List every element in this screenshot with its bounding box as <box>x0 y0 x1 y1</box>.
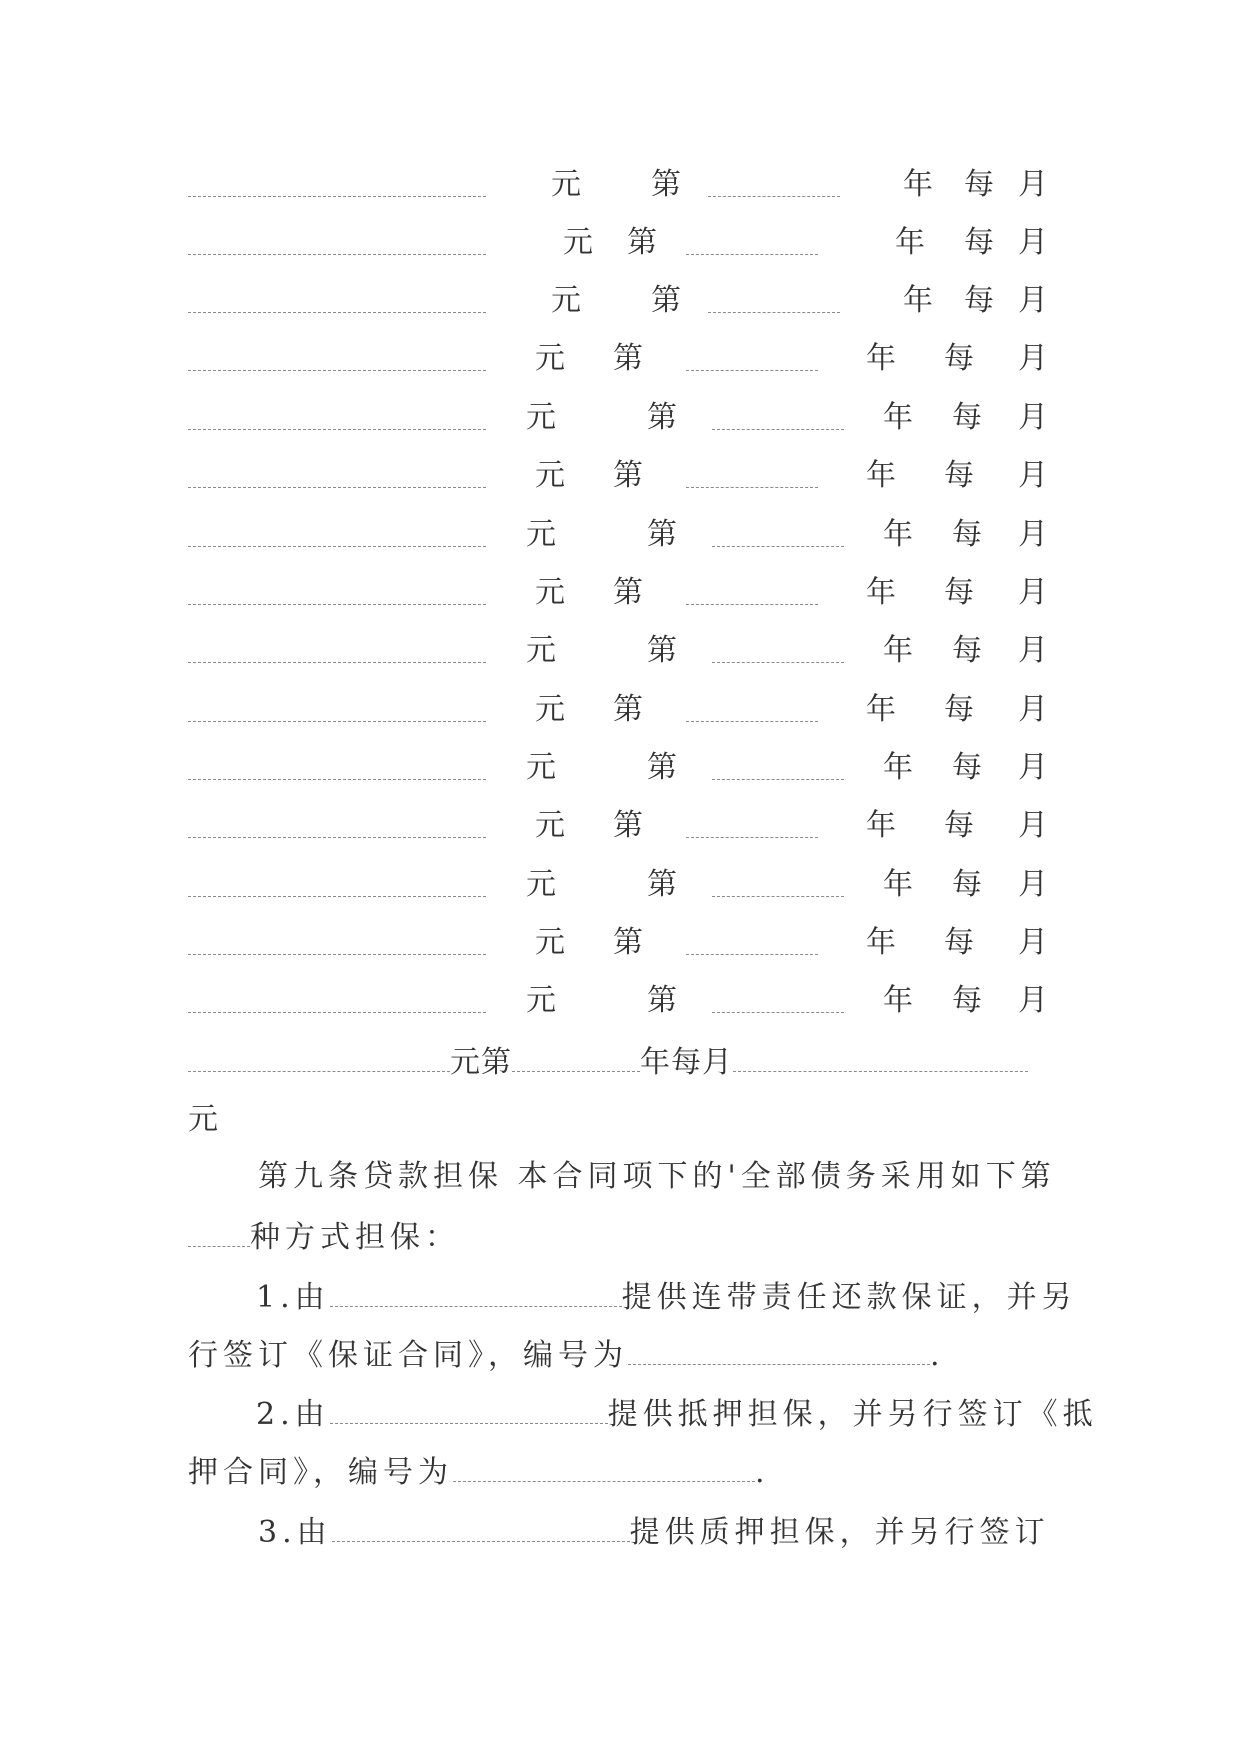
year-label: 年 <box>866 458 896 493</box>
month-label: 月 <box>1018 750 1048 785</box>
each-label: 每 <box>964 225 994 260</box>
year-label: 年 <box>883 400 913 435</box>
monthly-amount-blank[interactable] <box>733 1045 1028 1072</box>
nth-label: 第 <box>627 225 657 260</box>
item2-end: . <box>755 1455 770 1490</box>
year-blank[interactable] <box>686 837 818 838</box>
amount-blank[interactable] <box>188 196 486 197</box>
final-row-unit-nth: 元第 <box>450 1045 512 1080</box>
item3-prefix: 3.由 <box>258 1515 332 1550</box>
nth-label: 第 <box>651 283 681 318</box>
item1-line1 <box>256 1280 1077 1313</box>
unit-label: 元 <box>526 633 556 668</box>
final-row-year-month: 年每月 <box>640 1045 733 1080</box>
amount-blank[interactable] <box>188 1045 450 1072</box>
item1-line2 <box>188 1338 945 1371</box>
month-label: 月 <box>1018 167 1048 202</box>
each-label: 每 <box>944 692 974 727</box>
unit-label: 元 <box>526 750 556 785</box>
each-label: 每 <box>944 341 974 376</box>
year-blank[interactable] <box>686 370 818 371</box>
each-label: 每 <box>952 750 982 785</box>
guarantor-blank[interactable] <box>330 1280 622 1307</box>
unit-label: 元 <box>526 983 556 1018</box>
year-blank[interactable] <box>686 487 818 488</box>
each-label: 每 <box>952 400 982 435</box>
each-label: 每 <box>944 808 974 843</box>
month-label: 月 <box>1018 983 1048 1018</box>
month-label: 月 <box>1018 517 1048 552</box>
amount-blank[interactable] <box>188 487 486 488</box>
article9-heading-cont-text: 种方式担保： <box>250 1220 460 1255</box>
year-label: 年 <box>883 750 913 785</box>
each-label: 每 <box>952 983 982 1018</box>
item3-mid: 提供质押担保，并另行签订 <box>629 1515 1050 1550</box>
month-label: 月 <box>1018 400 1048 435</box>
unit-label: 元 <box>563 225 593 260</box>
each-label: 每 <box>944 575 974 610</box>
each-label: 每 <box>964 283 994 318</box>
nth-label: 第 <box>613 692 643 727</box>
unit-label: 元 <box>535 692 565 727</box>
month-label: 月 <box>1018 808 1048 843</box>
nth-label: 第 <box>613 341 643 376</box>
nth-label: 第 <box>613 575 643 610</box>
guarantee-contract-number-blank[interactable] <box>628 1338 930 1365</box>
each-label: 每 <box>952 633 982 668</box>
amount-blank[interactable] <box>188 1012 486 1013</box>
unit-label: 元 <box>526 400 556 435</box>
amount-blank[interactable] <box>188 604 486 605</box>
unit-label: 元 <box>535 341 565 376</box>
unit-label: 元 <box>535 925 565 960</box>
year-label: 年 <box>883 983 913 1018</box>
item3-line1 <box>258 1515 1050 1548</box>
amount-blank[interactable] <box>188 662 486 663</box>
year-label: 年 <box>866 925 896 960</box>
month-label: 月 <box>1018 283 1048 318</box>
year-blank[interactable] <box>712 1012 844 1013</box>
article9-heading: 第九条贷款担保 本合同项下的'全部债务采用如下第 <box>258 1159 1056 1194</box>
amount-blank[interactable] <box>188 312 486 313</box>
year-blank[interactable] <box>712 779 844 780</box>
amount-blank[interactable] <box>188 954 486 955</box>
item1-end: . <box>930 1338 945 1373</box>
item2-line1 <box>256 1397 1098 1430</box>
year-label: 年 <box>903 283 933 318</box>
month-label: 月 <box>1018 341 1048 376</box>
year-label: 年 <box>866 808 896 843</box>
year-label: 年 <box>866 341 896 376</box>
year-label: 年 <box>866 692 896 727</box>
nth-label: 第 <box>613 808 643 843</box>
year-blank[interactable] <box>708 312 840 313</box>
item2-line2 <box>188 1455 770 1488</box>
article9-heading-cont <box>188 1220 460 1253</box>
unit-label: 元 <box>551 167 581 202</box>
amount-blank[interactable] <box>188 721 486 722</box>
unit-label: 元 <box>535 808 565 843</box>
year-label: 年 <box>883 633 913 668</box>
month-label: 月 <box>1018 925 1048 960</box>
amount-blank[interactable] <box>188 779 486 780</box>
unit-label: 元 <box>526 517 556 552</box>
amount-blank[interactable] <box>188 546 486 547</box>
each-label: 每 <box>944 458 974 493</box>
year-blank[interactable] <box>512 1045 640 1072</box>
unit-label: 元 <box>551 283 581 318</box>
year-blank[interactable] <box>686 254 818 255</box>
final-row-tail: 元 <box>188 1102 223 1137</box>
amount-blank[interactable] <box>188 837 486 838</box>
nth-label: 第 <box>613 925 643 960</box>
month-label: 月 <box>1018 225 1048 260</box>
year-blank[interactable] <box>712 429 844 430</box>
year-label: 年 <box>903 167 933 202</box>
item2-prefix: 2.由 <box>256 1397 330 1432</box>
nth-label: 第 <box>613 458 643 493</box>
nth-label: 第 <box>651 167 681 202</box>
item2-mid: 提供抵押担保，并另行签订《抵 <box>607 1397 1098 1432</box>
year-label: 年 <box>866 575 896 610</box>
year-blank[interactable] <box>712 546 844 547</box>
nth-label: 第 <box>647 400 677 435</box>
year-blank[interactable] <box>708 196 840 197</box>
guarantee-method-blank[interactable] <box>188 1220 250 1247</box>
year-blank[interactable] <box>712 662 844 663</box>
item2-line2-text: 押合同》，编号为 <box>188 1455 453 1490</box>
unit-label: 元 <box>535 458 565 493</box>
nth-label: 第 <box>647 867 677 902</box>
month-label: 月 <box>1018 867 1048 902</box>
year-label: 年 <box>883 517 913 552</box>
each-label: 每 <box>952 867 982 902</box>
schedule-final-row <box>188 1045 1028 1078</box>
nth-label: 第 <box>647 633 677 668</box>
year-blank[interactable] <box>686 721 818 722</box>
unit-label: 元 <box>535 575 565 610</box>
amount-blank[interactable] <box>188 254 486 255</box>
month-label: 月 <box>1018 575 1048 610</box>
nth-label: 第 <box>647 750 677 785</box>
month-label: 月 <box>1018 633 1048 668</box>
nth-label: 第 <box>647 983 677 1018</box>
pledgor-blank[interactable] <box>332 1515 630 1542</box>
amount-blank[interactable] <box>188 370 486 371</box>
item1-mid: 提供连带责任还款保证，并另 <box>621 1280 1077 1315</box>
nth-label: 第 <box>647 517 677 552</box>
year-blank[interactable] <box>686 954 818 955</box>
each-label: 每 <box>952 517 982 552</box>
item1-prefix: 1.由 <box>256 1280 330 1315</box>
unit-label: 元 <box>526 867 556 902</box>
mortgage-contract-number-blank[interactable] <box>453 1455 755 1482</box>
year-blank[interactable] <box>712 896 844 897</box>
mortgagor-blank[interactable] <box>330 1397 608 1424</box>
item1-line2-text: 行签订《保证合同》，编号为 <box>188 1338 628 1373</box>
amount-blank[interactable] <box>188 896 486 897</box>
year-label: 年 <box>895 225 925 260</box>
month-label: 月 <box>1018 692 1048 727</box>
year-blank[interactable] <box>686 604 818 605</box>
month-label: 月 <box>1018 458 1048 493</box>
amount-blank[interactable] <box>188 429 486 430</box>
each-label: 每 <box>964 167 994 202</box>
year-label: 年 <box>883 867 913 902</box>
each-label: 每 <box>944 925 974 960</box>
